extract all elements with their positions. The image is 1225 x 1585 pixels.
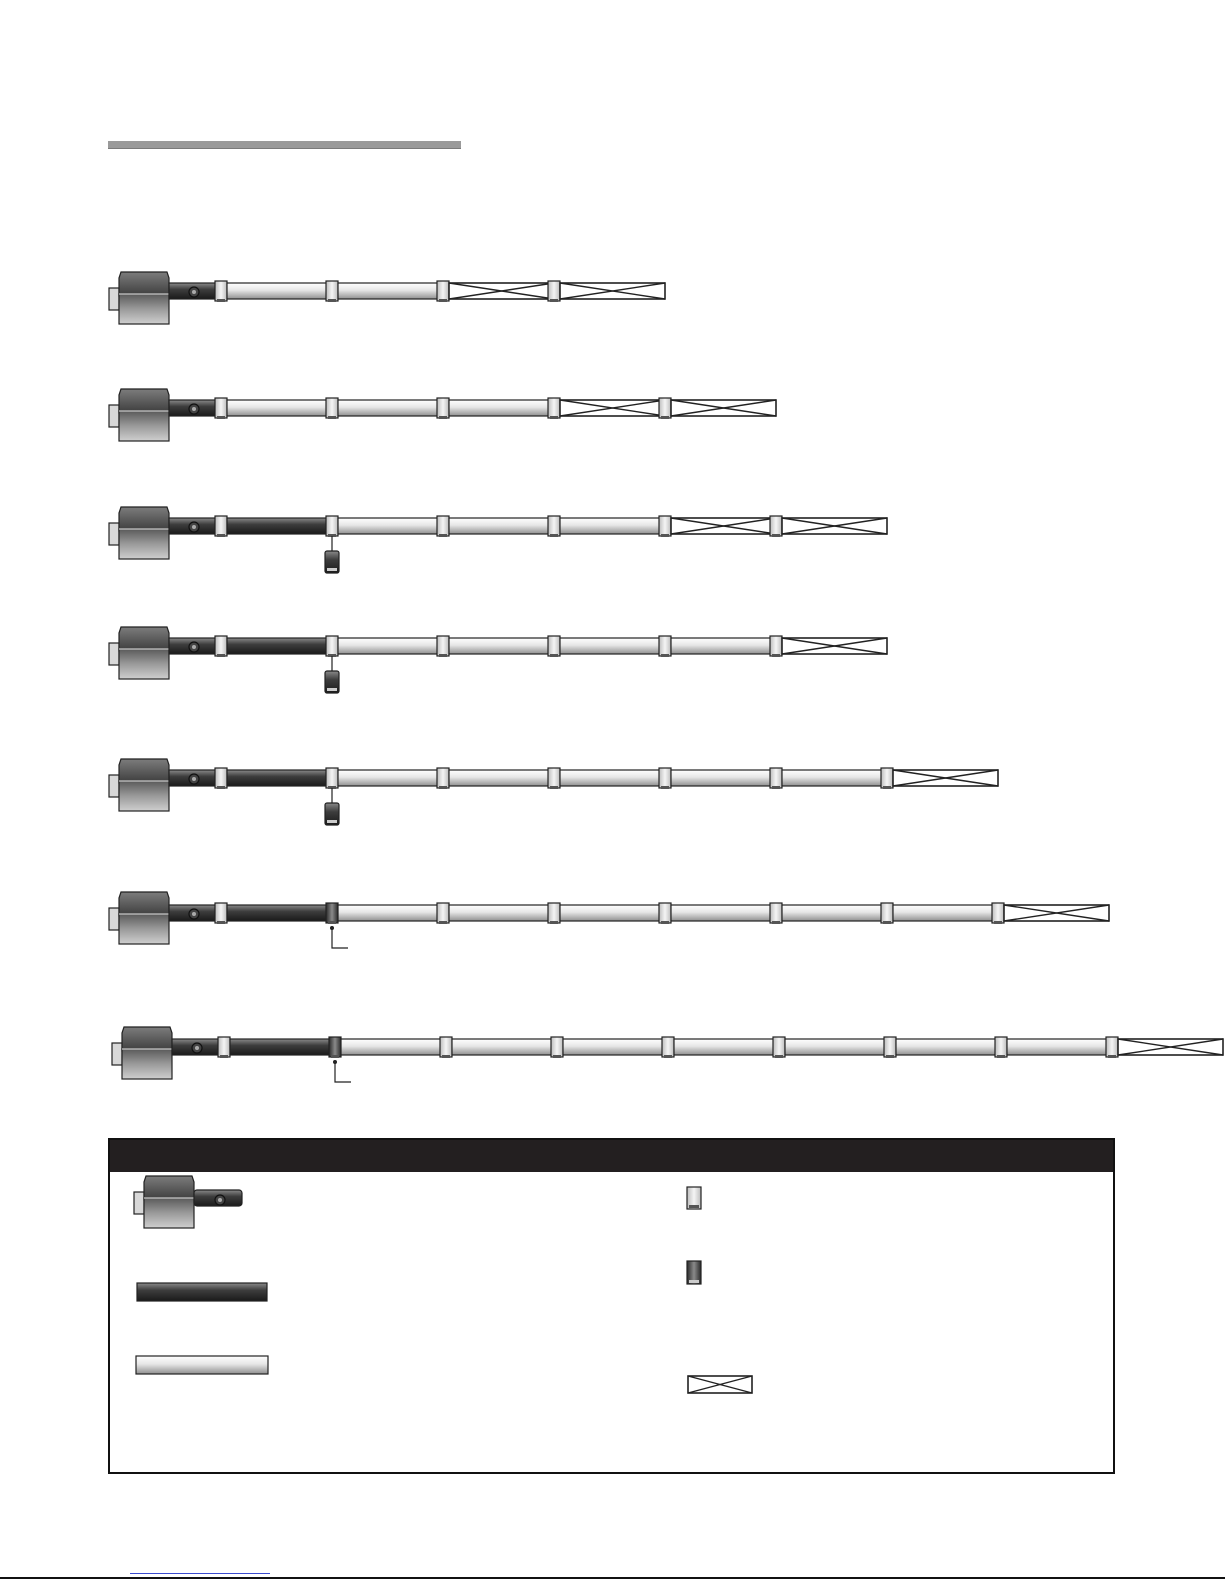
light-rod-section xyxy=(782,905,887,921)
configuration-row xyxy=(109,507,887,573)
footer-rule xyxy=(0,1577,1225,1579)
light-connector xyxy=(548,281,560,302)
light-connector xyxy=(437,903,449,924)
light-connector xyxy=(215,398,227,419)
light-connector xyxy=(218,1037,230,1058)
dark-connector xyxy=(326,903,338,924)
light-rod-section xyxy=(560,905,665,921)
motor-unit-icon xyxy=(109,272,169,324)
crossed-end-section xyxy=(449,283,554,299)
configuration-row xyxy=(112,1027,1223,1082)
motor-unit-icon xyxy=(109,507,169,559)
light-connector xyxy=(326,768,338,789)
light-connector xyxy=(326,516,338,537)
light-rod-section xyxy=(671,770,776,786)
light-rod-section xyxy=(449,905,554,921)
legend-panel xyxy=(108,1138,1115,1474)
light-rod-section xyxy=(674,1039,779,1055)
dark-rod-section xyxy=(230,1039,335,1055)
light-rod-section xyxy=(893,905,998,921)
configuration-row xyxy=(109,759,998,825)
light-connector xyxy=(548,398,560,419)
configuration-row xyxy=(109,272,665,324)
motor-unit-icon xyxy=(109,627,169,679)
light-connector xyxy=(992,903,1004,924)
light-rod-section xyxy=(671,638,776,654)
footer-link-underline xyxy=(130,1573,270,1574)
crossed-end-section xyxy=(782,638,887,654)
light-connector xyxy=(437,768,449,789)
configuration-row xyxy=(109,389,776,441)
light-rod-section xyxy=(1007,1039,1112,1055)
light-rod-section xyxy=(227,283,332,299)
configuration-rows xyxy=(109,272,1223,1082)
crossed-end-section xyxy=(893,770,998,786)
light-connector xyxy=(659,516,671,537)
light-connector xyxy=(548,516,560,537)
light-rod-section xyxy=(341,1039,446,1055)
light-connector xyxy=(215,636,227,657)
light-rod-section xyxy=(671,905,776,921)
light-connector xyxy=(437,516,449,537)
light-rod-section xyxy=(338,400,443,416)
crossed-end-section xyxy=(671,518,776,534)
dark-rod-section xyxy=(227,518,332,534)
light-rod-section xyxy=(338,770,443,786)
light-connector xyxy=(770,768,782,789)
light-rod-section xyxy=(449,638,554,654)
light-connector xyxy=(326,281,338,302)
light-rod-section xyxy=(560,518,665,534)
dark-connector xyxy=(329,1037,341,1058)
support-weight-icon xyxy=(325,656,339,693)
light-rod-section xyxy=(449,400,554,416)
motor-unit-icon xyxy=(112,1027,172,1079)
configuration-row xyxy=(109,627,887,693)
light-connector xyxy=(770,516,782,537)
light-connector xyxy=(215,768,227,789)
light-connector xyxy=(881,903,893,924)
light-connector xyxy=(437,636,449,657)
light-connector xyxy=(773,1037,785,1058)
light-connector xyxy=(437,398,449,419)
light-connector xyxy=(551,1037,563,1058)
light-rod-section xyxy=(338,638,443,654)
light-connector xyxy=(770,903,782,924)
light-connector xyxy=(215,281,227,302)
light-connector xyxy=(326,398,338,419)
light-rod-section xyxy=(782,770,887,786)
light-rod-section xyxy=(785,1039,890,1055)
light-connector xyxy=(995,1037,1007,1058)
crossed-end-section xyxy=(1004,905,1109,921)
motor-unit-icon xyxy=(109,892,169,944)
light-rod-section xyxy=(452,1039,557,1055)
light-rod-section xyxy=(227,400,332,416)
light-rod-section xyxy=(449,770,554,786)
light-connector xyxy=(881,768,893,789)
light-connector xyxy=(659,903,671,924)
light-connector xyxy=(659,768,671,789)
light-connector xyxy=(326,636,338,657)
light-connector xyxy=(659,636,671,657)
light-connector xyxy=(770,636,782,657)
light-connector xyxy=(662,1037,674,1058)
light-connector xyxy=(548,903,560,924)
crossed-end-section xyxy=(560,283,665,299)
crossed-end-section xyxy=(782,518,887,534)
light-rod-section xyxy=(338,518,443,534)
dark-rod-section xyxy=(227,638,332,654)
motor-unit-icon xyxy=(109,389,169,441)
dark-rod-section xyxy=(227,770,332,786)
legend-header-bar xyxy=(110,1140,1113,1172)
light-rod-section xyxy=(563,1039,668,1055)
motor-unit-icon xyxy=(109,759,169,811)
crossed-end-section xyxy=(671,400,776,416)
light-rod-section xyxy=(338,283,443,299)
support-weight-icon xyxy=(325,536,339,573)
light-connector xyxy=(548,636,560,657)
light-rod-section xyxy=(560,638,665,654)
light-connector xyxy=(1106,1037,1118,1058)
light-connector xyxy=(215,516,227,537)
dark-rod-section xyxy=(227,905,332,921)
light-rod-section xyxy=(449,518,554,534)
light-connector xyxy=(548,768,560,789)
light-connector xyxy=(437,281,449,302)
light-connector xyxy=(884,1037,896,1058)
support-weight-icon xyxy=(325,788,339,825)
support-bracket-icon xyxy=(330,926,348,948)
configuration-row xyxy=(109,892,1109,948)
light-rod-section xyxy=(338,905,443,921)
light-connector xyxy=(440,1037,452,1058)
light-connector xyxy=(659,398,671,419)
crossed-end-section xyxy=(1118,1039,1223,1055)
light-connector xyxy=(215,903,227,924)
light-rod-section xyxy=(560,770,665,786)
crossed-end-section xyxy=(560,400,665,416)
support-bracket-icon xyxy=(333,1060,351,1082)
light-rod-section xyxy=(896,1039,1001,1055)
